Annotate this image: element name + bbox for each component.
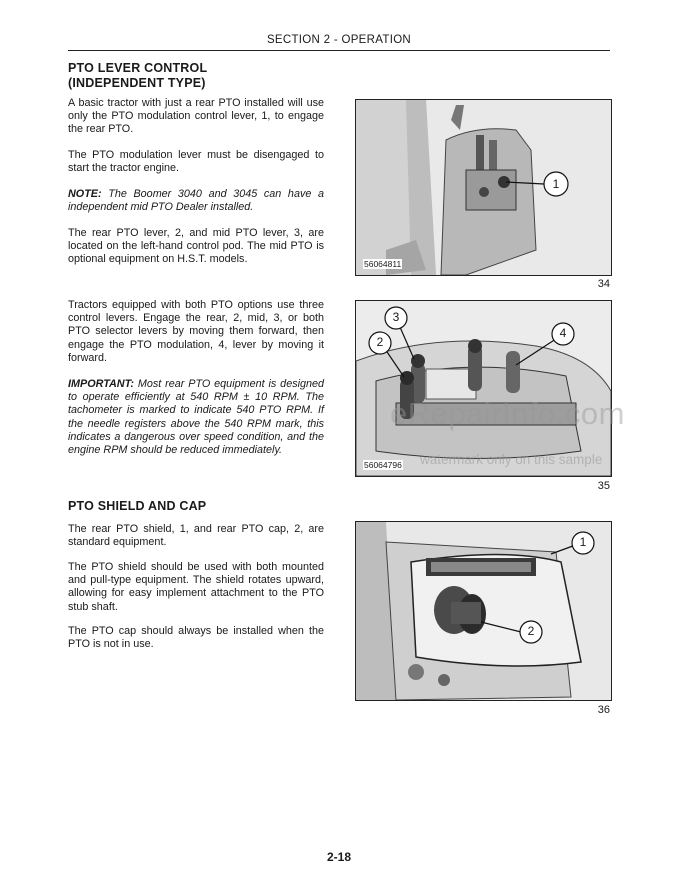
- callout-label-4: 4: [559, 326, 567, 340]
- paragraph-shield-cap: The rear PTO shield, 1, and rear PTO cap, 2, are standard equipment.: [68, 523, 324, 549]
- figure-36-number: 36: [597, 704, 610, 716]
- callout-label-cap: 2: [527, 624, 535, 638]
- callout-label-shield: 1: [579, 535, 587, 549]
- section-header: SECTION 2 - OPERATION: [266, 34, 412, 46]
- callout-label-2: 2: [376, 335, 384, 349]
- paragraph-important: [68, 378, 324, 457]
- paragraph-rear-mid-levers: The rear PTO lever, 2, and mid PTO lever, 3, are located on the left-hand control pod. The mid PTO is optional equipment on H.S.T. models.: [68, 227, 324, 266]
- watermark-subtext: watermark only on this sample: [420, 452, 603, 467]
- paragraph-basic-tractor: A basic tractor with just a rear PTO installed will use only the PTO modulation control lever, 1, to engage the rear PTO.: [68, 97, 324, 136]
- watermark-text: eRepairInfo.com: [390, 396, 625, 431]
- page-number: 2-18: [326, 850, 352, 864]
- figure-34-code: 56064811: [364, 259, 402, 269]
- figure-35-number: 35: [597, 480, 610, 492]
- heading-line-1: PTO LEVER CONTROL: [68, 61, 208, 75]
- figure-35-code: 56064796: [364, 460, 402, 470]
- figure-34-illustration: [356, 100, 611, 275]
- figure-34-number: 34: [597, 278, 610, 290]
- paragraph-cap-install: The PTO cap should always be installed when the PTO is not in use.: [68, 625, 324, 651]
- callout-label-3: 3: [392, 310, 400, 324]
- paragraph-three-levers: Tractors equipped with both PTO options use three control levers. Engage the rear, 2, mid, 3, or both PTO selector levers by moving them forward, then engage the PTO modulation, 4, lever by moving it forward.: [68, 299, 324, 364]
- section-heading-pto-lever: [68, 61, 207, 91]
- important-text: Most rear PTO equipment is designed to operate efficiently at 540 RPM ± 10 RPM. The tachometer is marked to indicate 540 PTO RPM. If the needle registers above the 540 RPM mark, this indicates a dangerous over speed condition, and the engine RPM should be reduced immediately.: [68, 378, 325, 457]
- callout-label-1: 1: [552, 177, 560, 191]
- note-text: The Boomer 3040 and 3045 can have a independent mid PTO Dealer installed.: [68, 188, 324, 214]
- note-label: NOTE:: [68, 188, 102, 200]
- heading-line-2: (INDEPENDENT TYPE): [68, 76, 206, 90]
- important-label: IMPORTANT:: [68, 378, 134, 390]
- paragraph-note: [68, 188, 324, 214]
- paragraph-shield-usage: The PTO shield should be used with both mounted and pull-type equipment. The shield rotates upward, allowing for easy implement attachment to the PTO stub shaft.: [68, 561, 324, 613]
- header-divider: [68, 50, 610, 51]
- section-heading-pto-shield: PTO SHIELD AND CAP: [68, 499, 207, 513]
- paragraph-disengage: The PTO modulation lever must be disengaged to start the tractor engine.: [68, 149, 324, 175]
- figure-34-pto-modulation-lever: [355, 99, 612, 276]
- figure-35-pto-selector-levers: [355, 300, 612, 477]
- figure-36-pto-shield-cap: [355, 521, 612, 701]
